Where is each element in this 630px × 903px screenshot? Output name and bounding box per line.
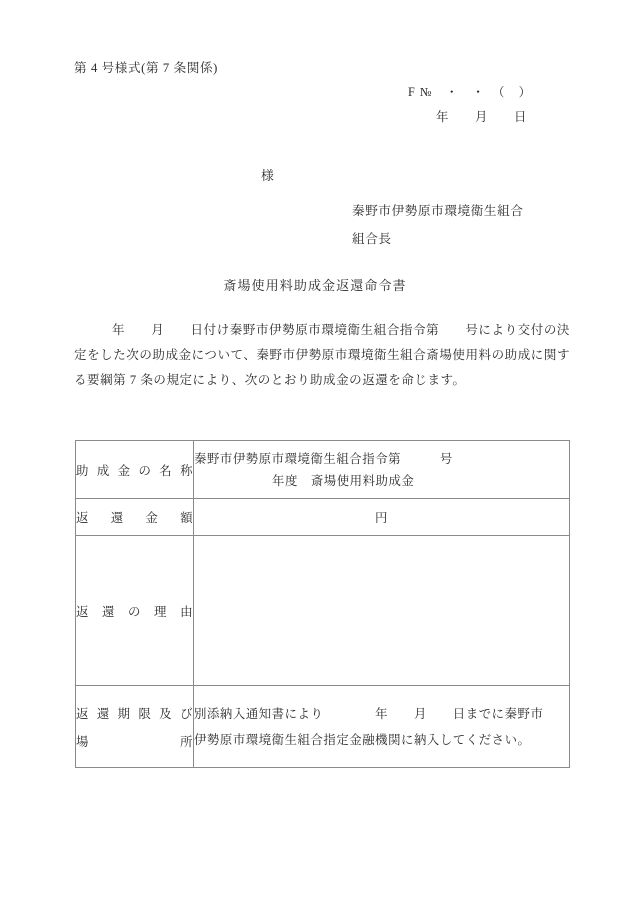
- row-label-due-date-place: [76, 686, 194, 768]
- document-title: 斎場使用料助成金返還命令書: [223, 278, 407, 293]
- row-value-subsidy-name: [194, 441, 570, 499]
- table-row-return-reason: [76, 536, 570, 686]
- form-number: 第 4 号様式(第 7 条関係): [74, 61, 218, 75]
- table-row-return-amount: [76, 499, 570, 536]
- table-row-due-date-place: [76, 686, 570, 768]
- row-label-due-date-place-text-line2: 場 所: [76, 734, 193, 749]
- row-value-return-reason: [194, 536, 570, 686]
- issuer-organization: 秦野市伊勢原市環境衛生組合: [352, 204, 524, 218]
- row-value-due-date-place: [194, 686, 570, 768]
- row-label-return-reason-text: 返 還 の 理 由: [76, 604, 193, 619]
- row-label-subsidy-name: [76, 441, 194, 499]
- row-label-return-reason: [76, 536, 194, 686]
- body-paragraph: 年 月 日付け秦野市伊勢原市環境衛生組合指令第 号により交付の決定をした次の助成金について、秦野市伊勢原市環境衛生組合斎場使用料の助成に関する要綱第 7 条の規定により、次のとおり助成金の返還を命じます。: [74, 323, 570, 387]
- due-date-line2: 伊勢原市環境衛生組合指定金融機関に納入してください。: [194, 732, 531, 747]
- row-label-due-date-place-text-line1: 返 還 期 限 及 び: [76, 706, 193, 721]
- row-label-return-amount-text: 返 還 金 額: [76, 511, 193, 525]
- document-number-line: F № ・ ・ （ ）: [408, 85, 532, 99]
- issue-date-line: 年 月 日: [436, 110, 527, 124]
- row-label-subsidy-name-text: 助 成 金 の 名 称: [76, 463, 193, 478]
- subsidy-name-line1: 秦野市伊勢原市環境衛生組合指令第 号: [194, 451, 453, 466]
- row-label-return-amount: [76, 499, 194, 536]
- return-order-table: [75, 440, 570, 768]
- row-value-return-amount: 円: [194, 499, 570, 536]
- due-date-line1: 別添納入通知書により 年 月 日までに秦野市: [194, 706, 544, 721]
- addressee-honorific: 様: [261, 169, 275, 183]
- table-row-subsidy-name: [76, 441, 570, 499]
- issuer-title: 組合長: [352, 232, 392, 246]
- subsidy-name-line2: 年度 斎場使用料助成金: [272, 473, 415, 488]
